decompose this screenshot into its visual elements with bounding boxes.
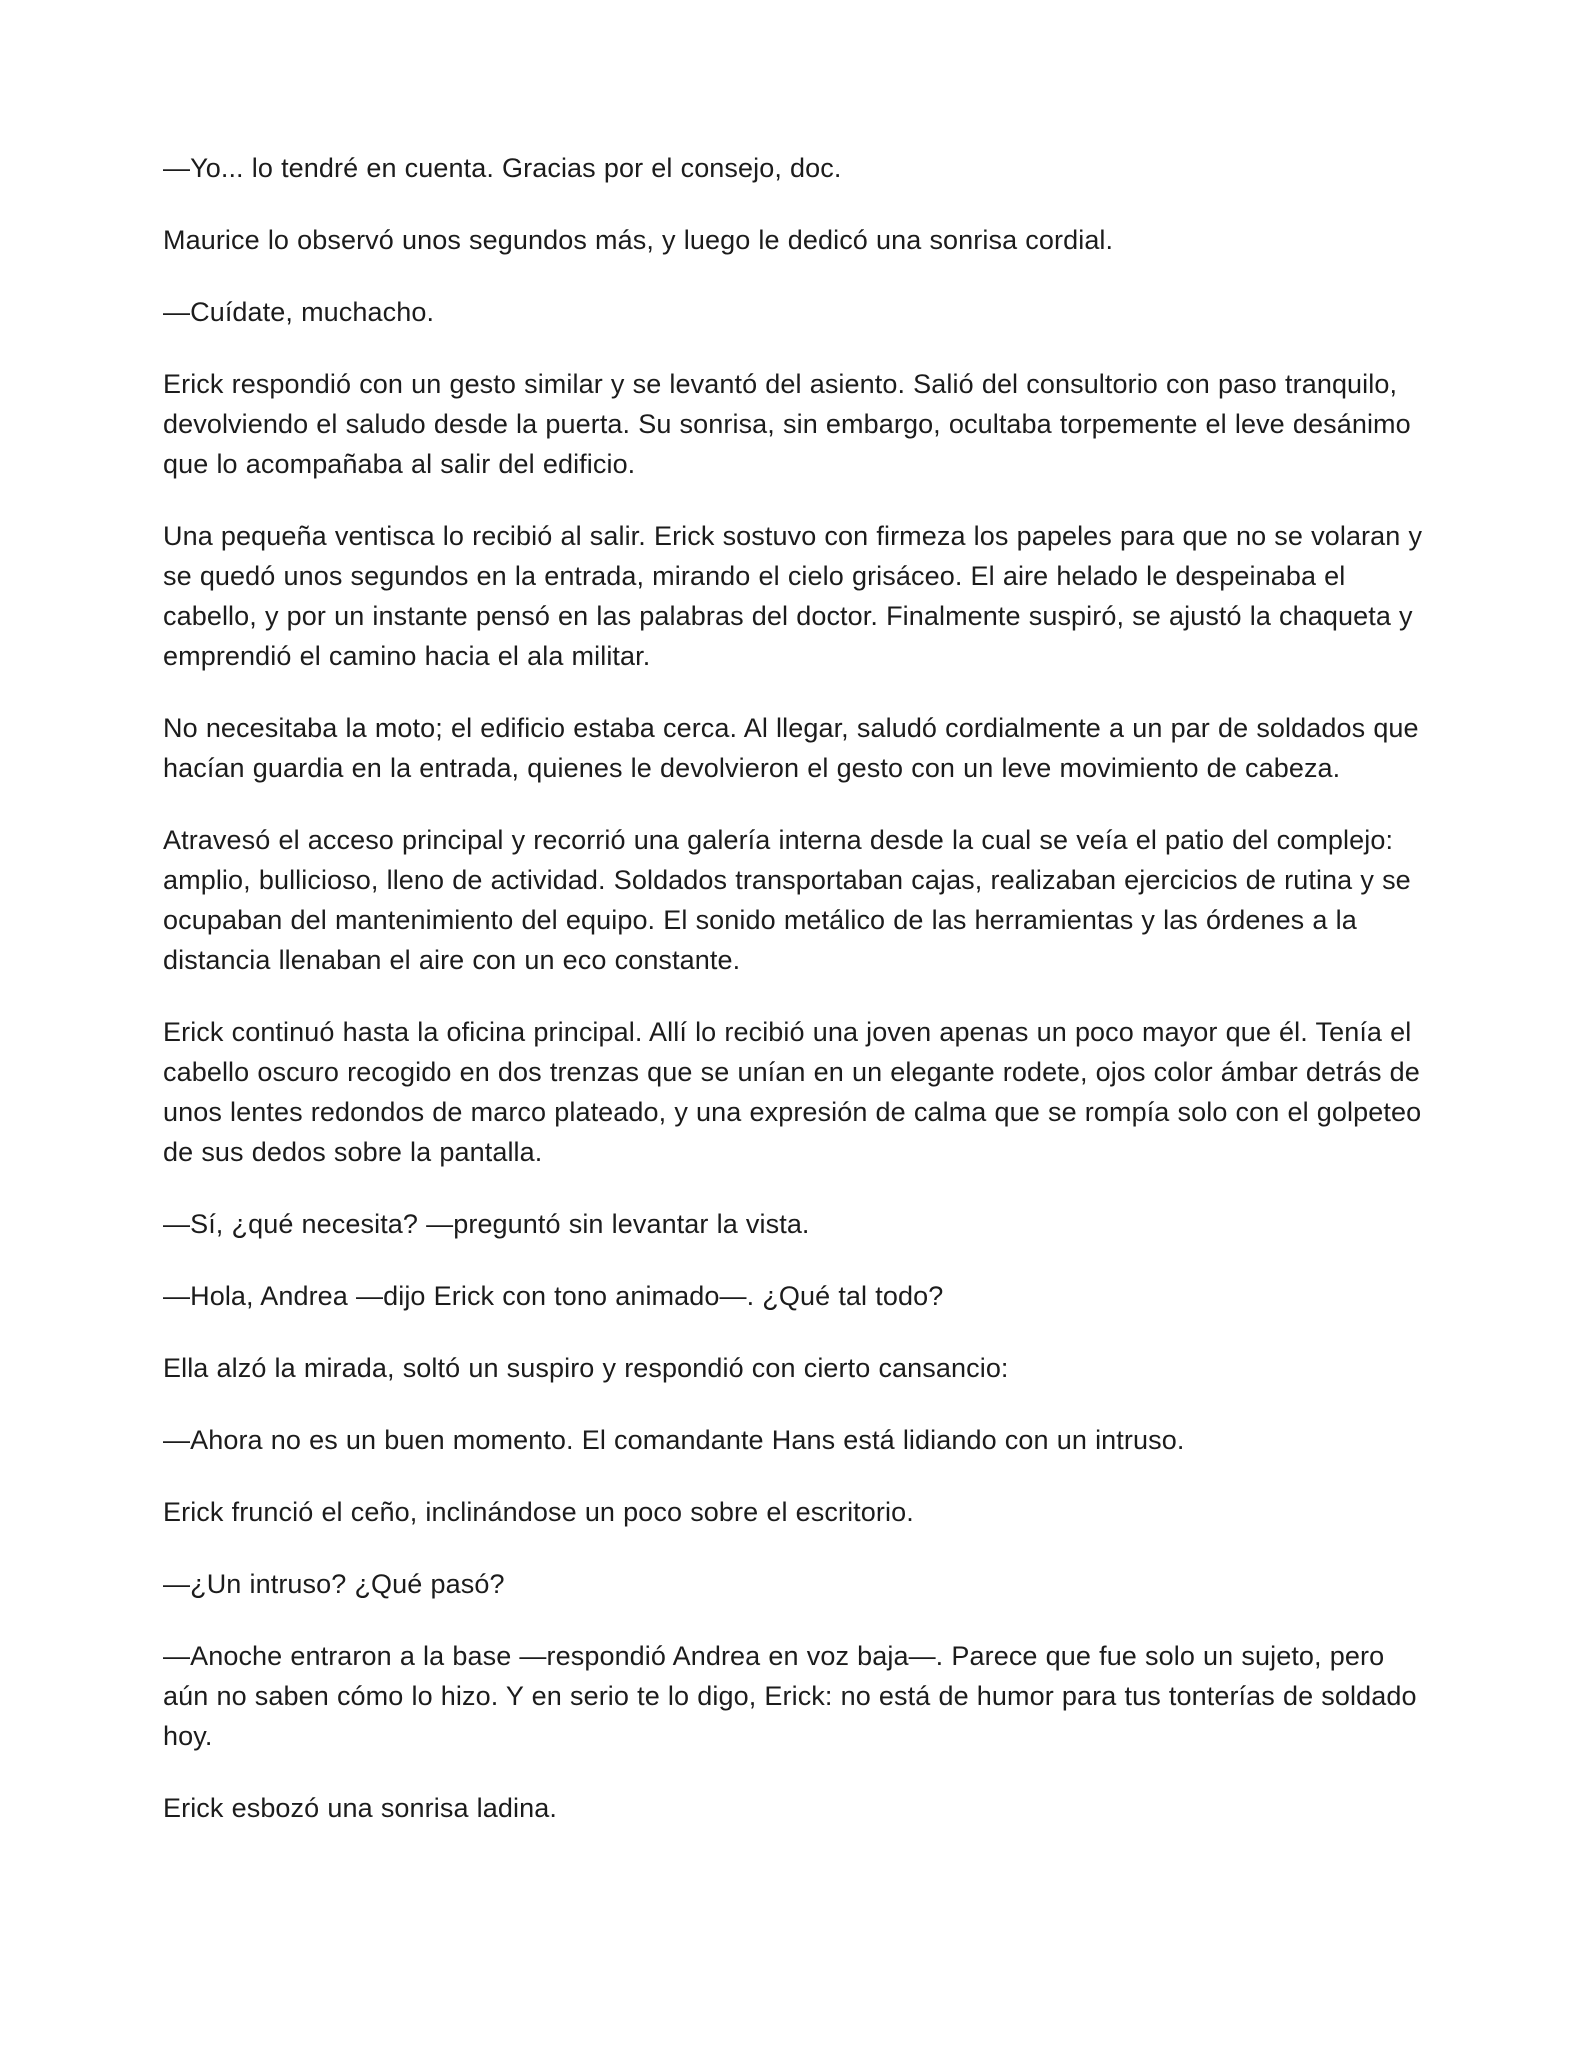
- paragraph-sonrisa-ladina: Erick esbozó una sonrisa ladina.: [163, 1793, 557, 1823]
- paragraph-dialogue-hola-andrea: —Hola, Andrea —dijo Erick con tono animado—. ¿Qué tal todo?: [163, 1281, 944, 1311]
- paragraph-dialogue-ahora-no: —Ahora no es un buen momento. El comandante Hans está lidiando con un intruso.: [163, 1425, 1185, 1455]
- paragraph-dialogue-intruso: —¿Un intruso? ¿Qué pasó?: [163, 1569, 505, 1599]
- paragraph-oficina: Erick continuó hasta la oficina principal. Allí lo recibió una joven apenas un poco mayor que él. Tenía el cabello oscuro recogido en dos trenzas que se unían en un elegante rodete, ojos color ámbar detrás de unos lentes redondos de marco plateado, y una expresión de calma que se rompía solo con el golpeteo de sus dedos sobre la pantalla.: [163, 1017, 1422, 1167]
- paragraph-fruncio: Erick frunció el ceño, inclinándose un poco sobre el escritorio.: [163, 1497, 914, 1527]
- text-block: [163, 148, 1423, 1828]
- paragraph-dialogue-necesita: —Sí, ¿qué necesita? —preguntó sin levantar la vista.: [163, 1209, 810, 1239]
- paragraph-maurice: Maurice lo observó unos segundos más, y luego le dedicó una sonrisa cordial.: [163, 225, 1114, 255]
- paragraph-ventisca: Una pequeña ventisca lo recibió al salir. Erick sostuvo con firmeza los papeles para que no se volaran y se quedó unos segundos en la entrada, mirando el cielo grisáceo. El aire helado le despeinaba el cabello, y por un instante pensó en las palabras del doctor. Finalmente suspiró, se ajustó la chaqueta y emprendió el camino hacia el ala militar.: [163, 521, 1423, 671]
- paragraph-erick-respondio: Erick respondió con un gesto similar y se levantó del asiento. Salió del consultorio con paso tranquilo, devolviendo el saludo desde la puerta. Su sonrisa, sin embargo, ocultaba torpemente el leve desánimo que lo acompañaba al salir del edificio.: [163, 369, 1411, 479]
- paragraph-ella-alzo: Ella alzó la mirada, soltó un suspiro y respondió con cierto cansancio:: [163, 1353, 1009, 1383]
- paragraph-moto: No necesitaba la moto; el edificio estaba cerca. Al llegar, saludó cordialmente a un par de soldados que hacían guardia en la entrada, quienes le devolvieron el gesto con un leve movimiento de cabeza.: [163, 713, 1419, 783]
- paragraph-dialogue-cuidate: —Cuídate, muchacho.: [163, 297, 435, 327]
- paragraph-dialogue-yo: —Yo... lo tendré en cuenta. Gracias por el consejo, doc.: [163, 153, 842, 183]
- paragraph-dialogue-anoche: —Anoche entraron a la base —respondió Andrea en voz baja—. Parece que fue solo un sujeto, pero aún no saben cómo lo hizo. Y en serio te lo digo, Erick: no está de humor para tus tonterías de soldado hoy.: [163, 1641, 1417, 1751]
- paragraph-acceso: Atravesó el acceso principal y recorrió una galería interna desde la cual se veía el patio del complejo: amplio, bullicioso, lleno de actividad. Soldados transportaban cajas, realizaban ejercicios de rutina y se ocupaban del mantenimiento del equipo. El sonido metálico de las herramientas y las órdenes a la distancia llenaban el aire con un eco constante.: [163, 825, 1411, 975]
